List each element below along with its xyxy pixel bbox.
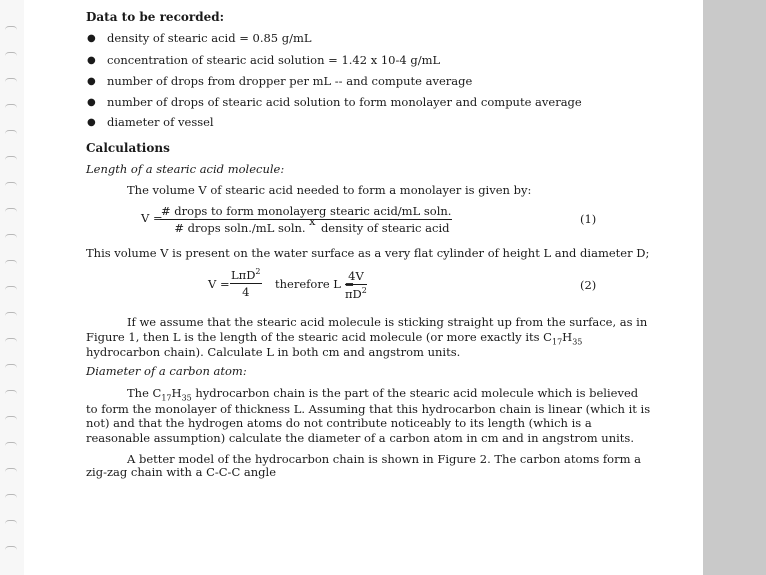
bullet-marker: ● [87,76,96,87]
eq1-fraction-density [318,204,452,235]
binding-mark [5,234,17,238]
volume-intro-text: The volume V of stearic acid needed to form a monolayer is given by: [127,183,532,197]
subscript: 17 [551,337,563,347]
subscript: 35 [572,337,583,347]
eq2-denominator-1: 4 [242,284,250,299]
binding-mark [5,546,17,550]
eq1-denominator-2: density of stearic acid [320,221,450,235]
subheading-diameter: Diameter of a carbon atom: [86,364,247,378]
bullet-marker: ● [87,55,96,66]
eq2-fraction-volume [230,267,262,299]
binding-mark [5,364,17,368]
binding-mark [5,182,17,186]
eq2-numerator-1-base: LπD [231,267,256,282]
binding-mark [5,78,17,82]
eq2-numerator-2: 4V [345,269,367,285]
eq2-fraction-length [345,269,367,301]
bullet-item: density of stearic acid = 0.85 g/mL [107,31,312,45]
paragraph-assume-line: If we assume that the stearic acid molecule is sticking straight up from the surface, as in [127,315,648,329]
paragraph-model-line: A better model of the hydrocarbon chain is shown in Figure 2. The carbon atoms form a [127,452,642,466]
paragraph-assume-line [86,330,582,346]
paragraph-chain-line: not) and that the hydrogen atoms do not contribute noticeably to its length (which is a [86,416,592,430]
eq2-number: (2) [580,278,597,292]
paragraph-chain-line [127,386,638,402]
eq2-denominator-2 [345,285,367,301]
binding-mark [5,468,17,472]
bullet-item: concentration of stearic acid solution = 1.42 x 10-4 g/mL [107,53,441,67]
scroll-gutter [703,0,766,575]
bullet-marker: ● [87,33,96,44]
binding-mark [5,416,17,420]
paragraph-chain-line: to form the monolayer of thickness L. Assuming that this hydrocarbon chain is linear (which it is [86,402,651,416]
eq1-lhs: V = [141,211,163,225]
bullet-marker: ● [87,97,96,108]
eq1-fraction-drops [160,204,320,235]
eq2-denominator-2-base: πD [345,286,362,301]
binding-mark [5,26,17,30]
paragraph-assume-line: hydrocarbon chain). Calculate L in both cm and angstrom units. [86,345,461,359]
subscript: 35 [181,393,192,403]
binding-mark [5,286,17,290]
eq1-number: (1) [580,212,597,226]
eq1-numerator-1: # drops to form monolayer [161,204,319,218]
binding-mark [5,312,17,316]
binding-mark [5,52,17,56]
bullet-marker: ● [87,117,96,128]
text-run: Figure 1, then L is the length of the stearic acid molecule (or more exactly its C [86,330,552,344]
binding-mark [5,520,17,524]
binding-edge [0,0,24,575]
subscript: 17 [161,393,172,403]
text-run: H [562,330,573,344]
eq1-numerator-2: g stearic acid/mL soln. [319,204,452,218]
bullet-item: number of drops of stearic acid solution to form monolayer and compute average [107,95,582,109]
text-run: H [171,386,182,400]
section-heading-data: Data to be recorded: [86,10,225,24]
eq1-denominator-1: # drops soln./mL soln. [174,221,306,235]
eq2-denominator-2-exponent: 2 [361,286,367,295]
bullet-item: diameter of vessel [107,115,214,129]
binding-mark [5,104,17,108]
bullet-item: number of drops from dropper per mL -- and compute average [107,74,473,88]
binding-mark [5,390,17,394]
paragraph-model-line: zig-zag chain with a C-C-C angle [86,465,277,479]
eq2-numerator-1 [230,267,262,284]
binding-mark [5,494,17,498]
text-run: The C [127,386,162,400]
eq2-numerator-1-exponent: 2 [255,267,261,276]
subheading-length: Length of a stearic acid molecule: [86,162,285,176]
cylinder-text: This volume V is present on the water surface as a very flat cylinder of height L and diameter D; [86,246,650,260]
eq1-times: x [309,214,316,228]
section-heading-calculations: Calculations [86,141,170,155]
binding-mark [5,156,17,160]
text-run: hydrocarbon chain is the part of the stearic acid molecule which is believed [191,386,639,400]
binding-mark [5,442,17,446]
binding-mark [5,338,17,342]
eq2-lhs: V = [208,277,230,291]
paragraph-chain-line: reasonable assumption) calculate the diameter of a carbon atom in cm and in angstrom units. [86,431,634,445]
binding-mark [5,260,17,264]
document-page [24,0,703,575]
binding-mark [5,130,17,134]
binding-mark [5,208,17,212]
eq2-therefore: therefore L = [275,277,355,291]
